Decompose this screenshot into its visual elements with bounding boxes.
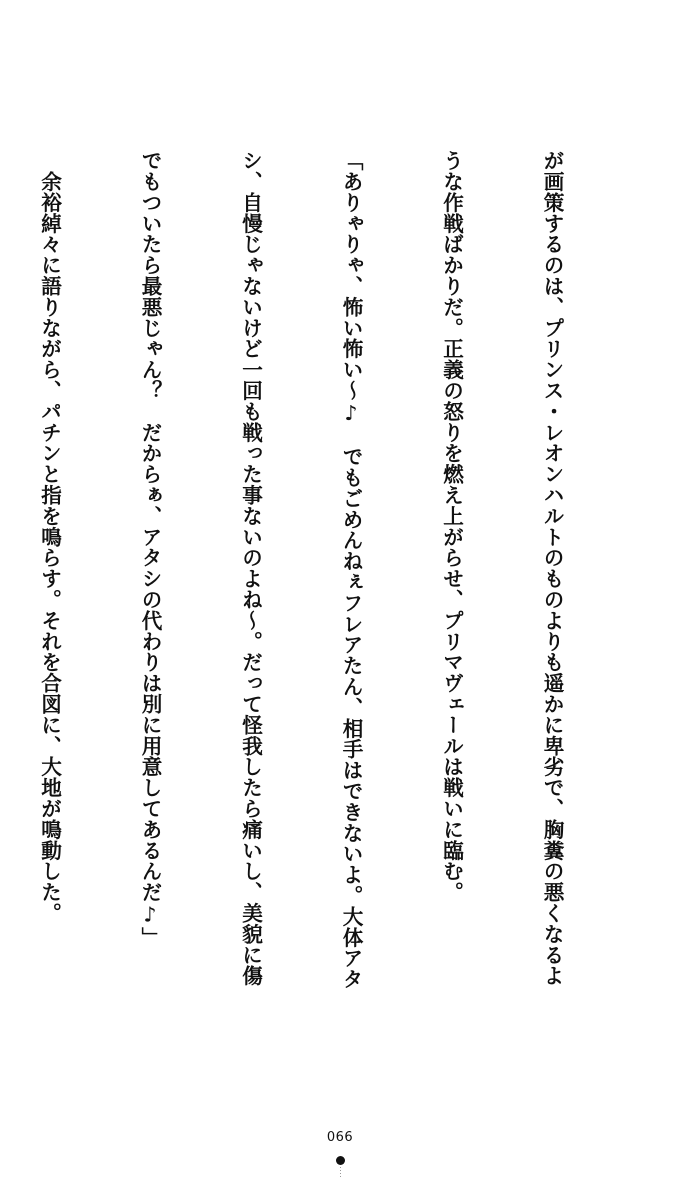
text-line: 余裕綽々に語りながら、パチンと指を鳴らす。それを合図に、大地が鳴動した。 <box>37 150 62 924</box>
folio-dot-icon <box>336 1156 345 1165</box>
text-line: 「ありゃりゃ、怖い怖い〜♪ でもごめんねぇフレアたん、相手はできないよ。大体アタ <box>339 150 363 990</box>
vertical-body-text <box>25 150 635 1000</box>
text-line: シ、自慢じゃないけど一回も戦った事ないのよね〜。だって怪我したら痛いし、美貌に傷 <box>238 150 263 986</box>
text-line: うな作戦ばかりだ。正義の怒りを燃え上がらせ、プリマヴェールは戦いに臨む。 <box>439 150 464 903</box>
folio-dotted-rule <box>340 1167 341 1179</box>
text-line: でもついたら最悪じゃん？ だからぁ、アタシの代わりは別に用意してあるんだ♪」 <box>138 150 162 948</box>
page-number: 066 <box>326 1130 354 1145</box>
text-line: が画策するのは、プリンス・レオンハルトのものよりも遥かに卑劣で、胸糞の悪くなるよ <box>540 150 564 986</box>
